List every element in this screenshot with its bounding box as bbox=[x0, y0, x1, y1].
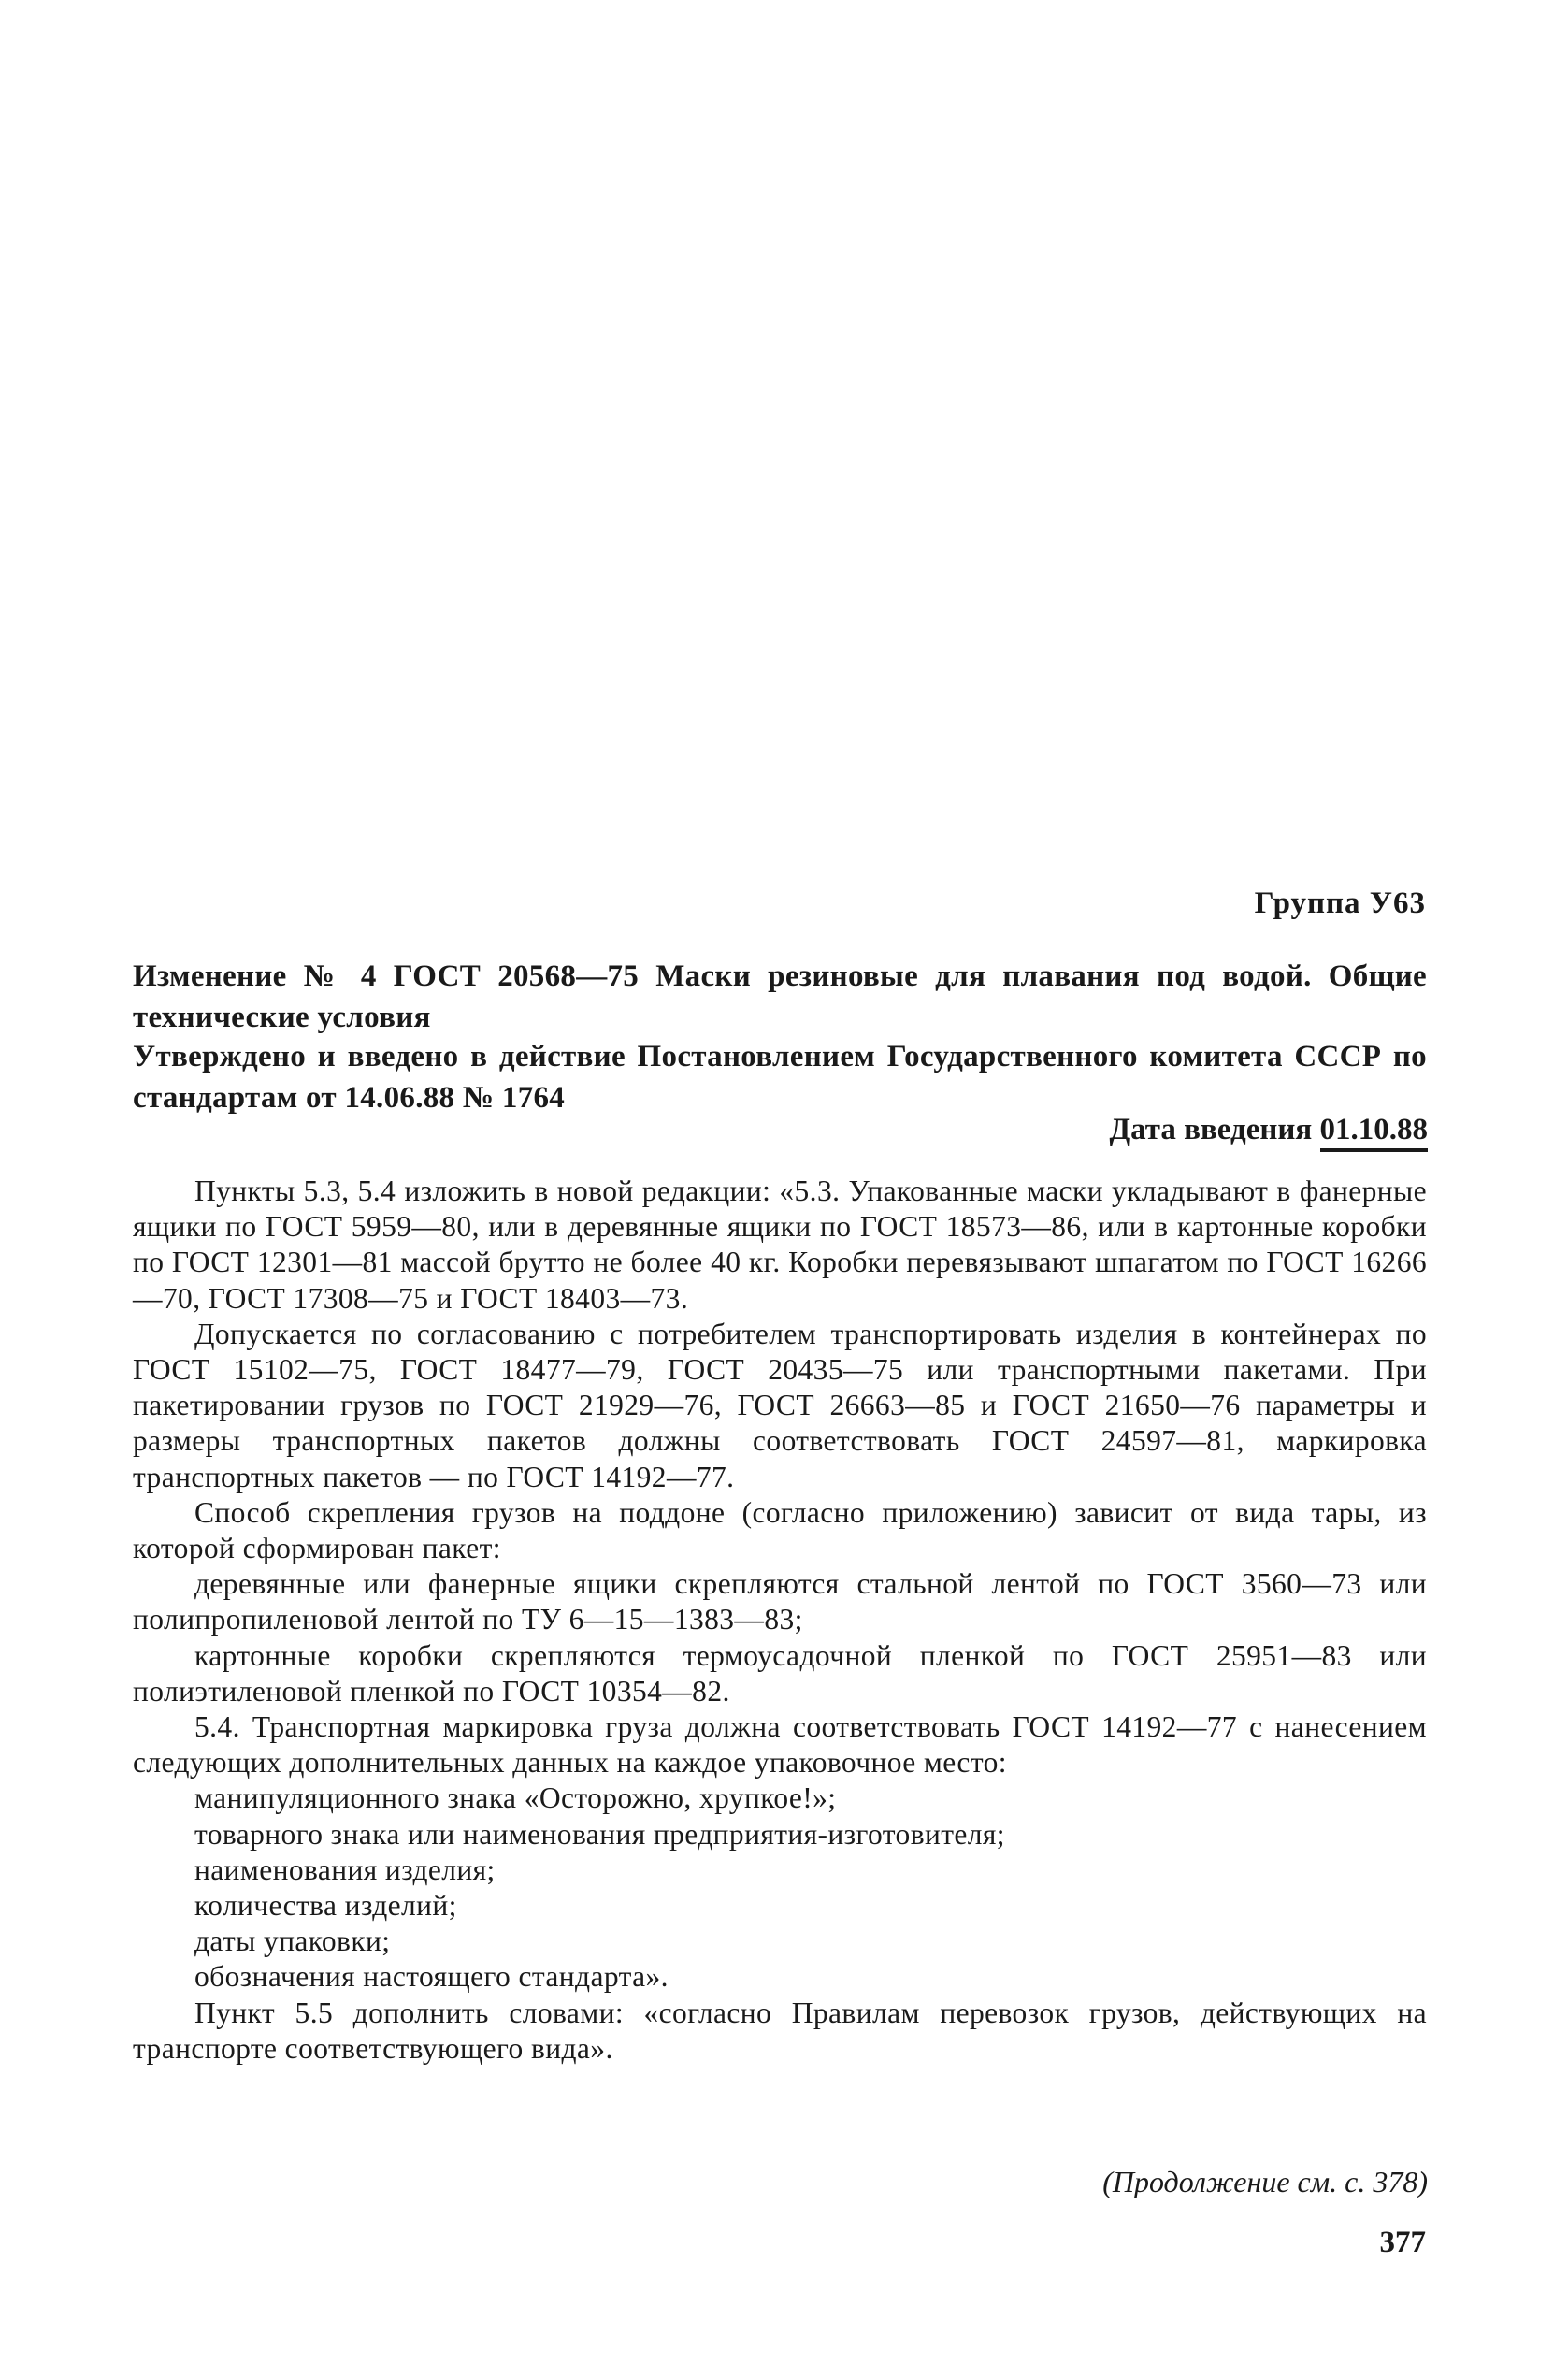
paragraph-fastening: Способ скрепления грузов на поддоне (согласно приложению) зависит от вида тары, из которой сформирован пакет: bbox=[133, 1495, 1427, 1565]
list-item: даты упаковки; bbox=[194, 1924, 391, 1958]
paragraph-5-5: Пункт 5.5 дополнить словами: «согласно Правилам перевозок грузов, действующих на транспорте соответствующего вида». bbox=[133, 1996, 1427, 2065]
paragraph-5-4: 5.4. Транспортная маркировка груза должна соответствовать ГОСТ 14192—77 с нанесением следующих дополнительных данных на каждое упаковочное место: bbox=[133, 1710, 1427, 1780]
list-item: наименования изделия; bbox=[194, 1852, 496, 1886]
date-value: 01.10.88 bbox=[1320, 1113, 1429, 1152]
paragraph-containers: Допускается по согласованию с потребителем транспортировать изделия в контейнерах по ГОСТ 15102—75, ГОСТ 18477—79, ГОСТ 20435—75 или транспортными пакетами. При пакетировании грузов по ГОСТ 21929—76, ГОСТ 26663—85 и ГОСТ 21650—76 параметры и размеры транспортных пакетов должны соответствовать ГОСТ 24597—81, маркировка транспортных пакетов — по ГОСТ 14192—77. bbox=[133, 1317, 1427, 1493]
document-body bbox=[133, 1174, 1427, 2067]
paragraph-cardboard-boxes: картонные коробки скрепляются термоусадочной пленкой по ГОСТ 25951—83 или полиэтиленовой пленкой по ГОСТ 10354—82. bbox=[133, 1638, 1427, 1708]
paragraph-5-3: Пункты 5.3, 5.4 изложить в новой редакции: «5.3. Упакованные маски укладывают в фанерные ящики по ГОСТ 5959—80, или в деревянные ящики по ГОСТ 18573—86, или в картонные коробки по ГОСТ 12301—81 массой брутто не более 40 кг. Коробки перевязывают шпагатом по ГОСТ 16266—70, ГОСТ 17308—75 и ГОСТ 18403—73. bbox=[133, 1175, 1427, 1315]
continuation-note: (Продолжение см. с. 378) bbox=[1102, 2165, 1428, 2198]
group-code: Группа У63 bbox=[1254, 886, 1426, 920]
page-number: 377 bbox=[1379, 2226, 1426, 2259]
list-item: товарного знака или наименования предприятия-изготовителя; bbox=[194, 1817, 1005, 1851]
date-label: Дата введения bbox=[1109, 1113, 1313, 1146]
list-item: количества изделий; bbox=[194, 1889, 457, 1923]
change-title: Изменение № 4 ГОСТ 20568—75 Маски резиновые для плавания под водой. Общие технические условия bbox=[133, 959, 1427, 1034]
list-item: обозначения настоящего стандарта». bbox=[194, 1960, 669, 1994]
approval-statement: Утверждено и введено в действие Постановлением Государственного комитета СССР по стандартам от 14.06.88 № 1764 bbox=[133, 1040, 1427, 1115]
list-item: манипуляционного знака «Осторожно, хрупкое!»; bbox=[194, 1781, 837, 1815]
paragraph-wooden-boxes: деревянные или фанерные ящики скрепляются стальной лентой по ГОСТ 3560—73 или полипропиленовой лентой по ТУ 6—15—1383—83; bbox=[133, 1567, 1427, 1636]
introduction-date bbox=[1109, 1113, 1428, 1147]
